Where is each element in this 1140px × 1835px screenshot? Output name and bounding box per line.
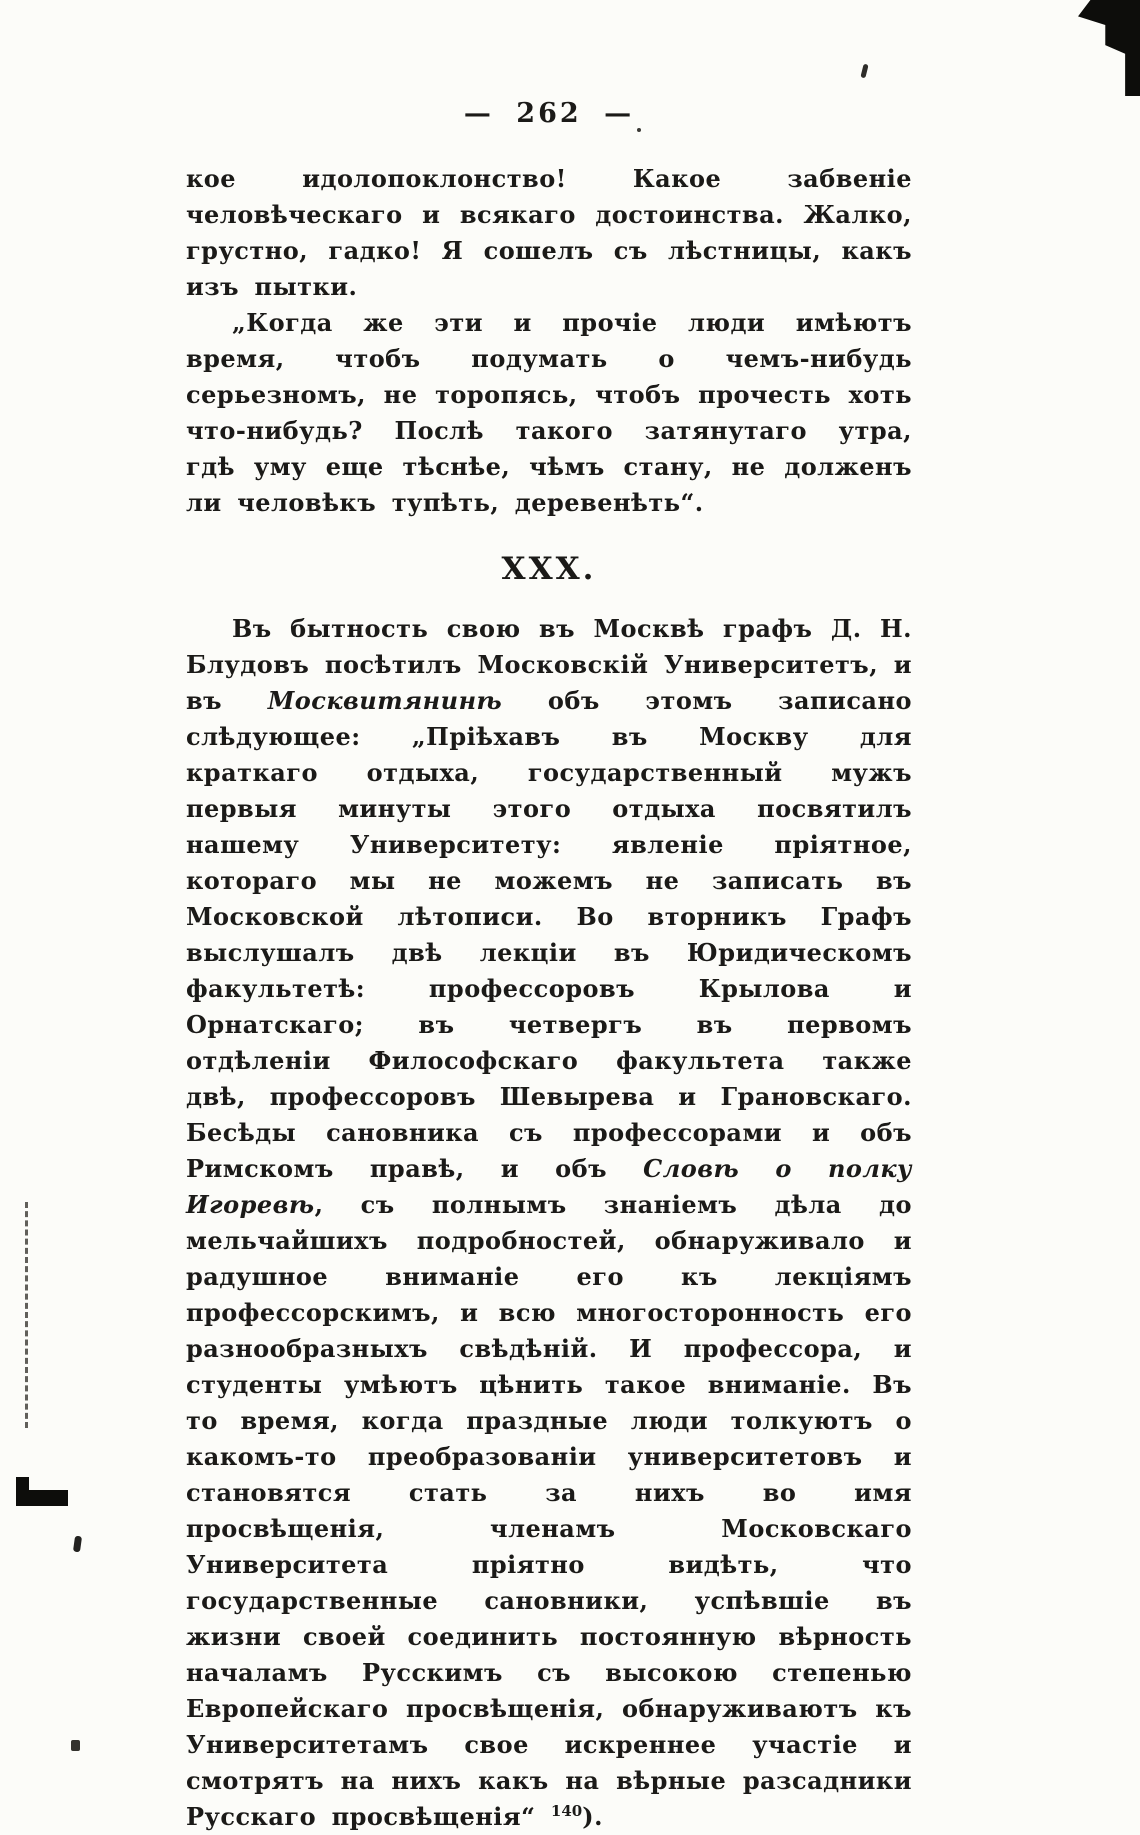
scan-artifact-ink-mark bbox=[73, 1536, 82, 1553]
section-heading: XXX. bbox=[501, 551, 597, 587]
text-segment: , съ полнымъ знаніемъ дѣла до мельчайшихъ подробностей, обнаруживало и радушное вниманіе его къ лекціямъ профессорскимъ, и всю многосторонность его разнообразныхъ свѣдѣній. И профессора, и студенты умѣютъ цѣнить такое вниманіе. Въ то время, когда праздные люди толкуютъ о какомъ-то преобразованіи университетовъ и становятся стать за нихъ во имя просвѣщенія, членамъ Московскаго Университета пріятно видѣть, что государственные сановники, успѣвшіе въ жизни своей соединить постоянную вѣрность началамъ Русскимъ съ высокою степенью Европейскаго просвѣщенія, обнаруживаютъ къ Университетамъ свое искреннее участіе и смотрятъ на нихъ какъ на вѣрные разсадники Русскаго просвѣщенія“ bbox=[186, 1190, 912, 1831]
text-segment: Въ бытность свою въ Москвѣ графъ Д. Н. Блудовъ посѣтилъ Московскій Университетъ, и въ bbox=[186, 614, 912, 715]
scan-artifact-bottom-left-nub bbox=[16, 1477, 29, 1492]
text-segment: объ этомъ записано слѣдующее: „Пріѣхавъ въ Москву для краткаго отдыха, государственный мужъ первыя минуты этого отдыха посвятилъ нашему Университету: явленіе пріятное, котораго мы не можемъ не записать въ Московской лѣтописи. Во вторникъ Графъ выслушалъ двѣ лекціи въ Юридическомъ факультетѣ: профессоровъ Крылова и Орнатскаго; въ четвергъ въ первомъ отдѣленіи Философскаго факультета также двѣ, профессоровъ Шевырева и Грановскаго. Бесѣды сановника съ профессорами и объ Римскомъ правѣ, и объ bbox=[186, 686, 912, 1183]
page-number: — 262 — bbox=[463, 98, 635, 129]
paragraph-main bbox=[186, 611, 912, 1835]
scan-artifact-bottom-left-bar bbox=[16, 1490, 68, 1506]
scan-artifact-ink-mark bbox=[71, 1740, 80, 1751]
scan-artifact-top-right-corner bbox=[1078, 0, 1140, 96]
scan-artifact-dashed-line bbox=[25, 1202, 28, 1428]
paragraph-quotation: „Когда же эти и прочіе люди имѣютъ время, чтобъ подумать о чемъ-нибудь серьезномъ, не торопясь, чтобъ прочесть хоть что-нибудь? Послѣ такого затянутаго утра, гдѣ уму еще тѣснѣе, чѣмъ стану, не долженъ ли человѣкъ тупѣть, деревенѣть“. bbox=[186, 308, 912, 517]
paragraph-continuation: кое идолопоклонство! Какое забвеніе человѣческаго и всякаго достоинства. Жалко, грустно, гадко! Я сошелъ съ лѣстницы, какъ изъ пытки. bbox=[186, 164, 912, 301]
footnote-reference: 140 bbox=[550, 1802, 583, 1820]
italic-work-title: Словѣ о полку Игоревѣ bbox=[186, 1154, 912, 1219]
italic-journal-title: Москвитянинѣ bbox=[267, 686, 503, 715]
scan-artifact-ink-mark bbox=[860, 64, 868, 79]
text-block bbox=[186, 98, 912, 1835]
text-segment: ). bbox=[582, 1802, 603, 1831]
